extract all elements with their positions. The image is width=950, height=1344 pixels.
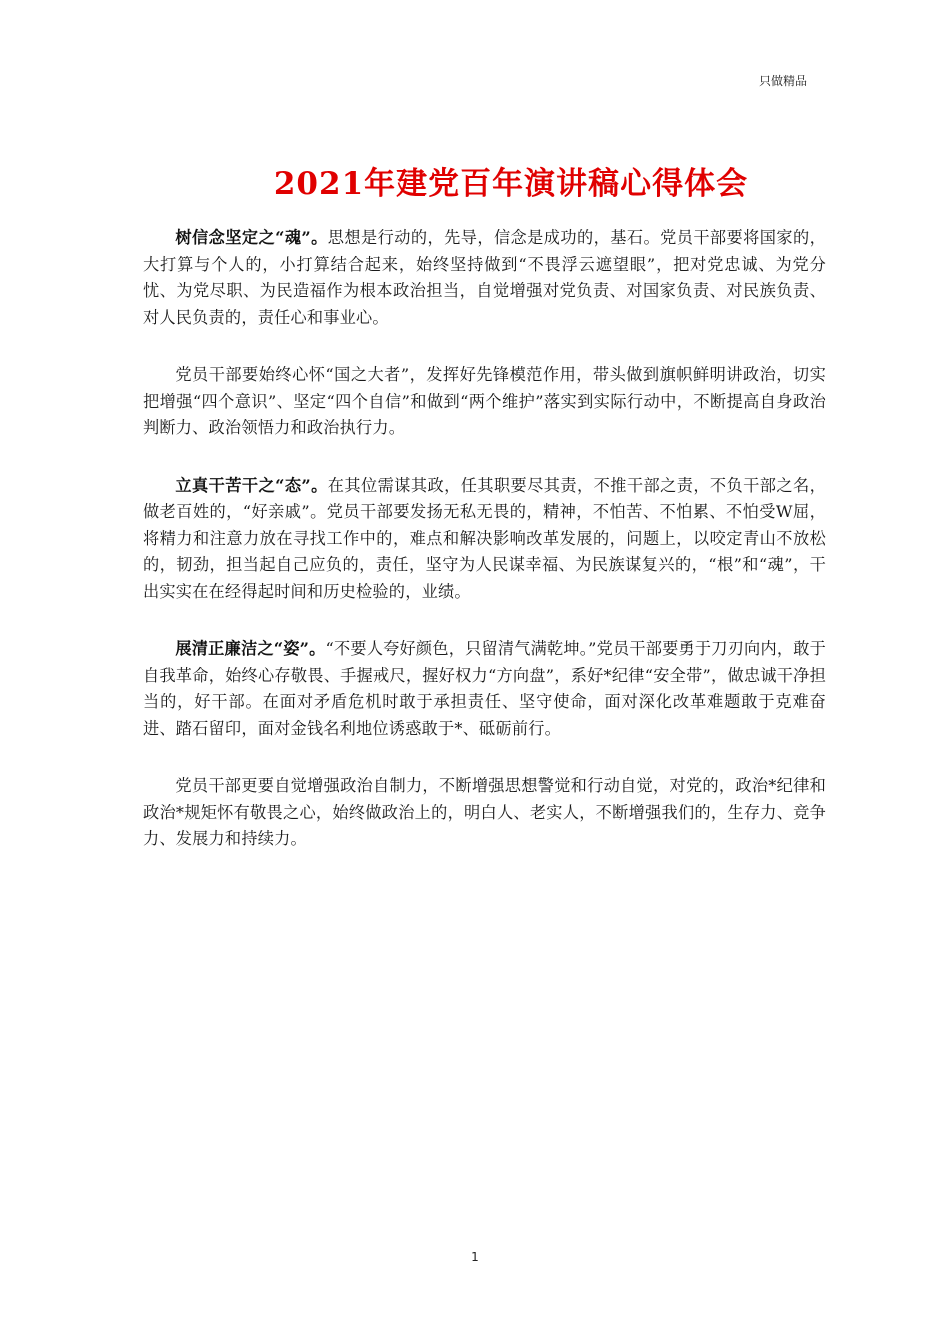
paragraph-text: 党员干部要始终心怀“国之大者”，发挥好先锋模范作用，带头做到旗帜鲜明讲政治，切实把增强“四个意识”、坚定“四个自信”和做到“两个维护”落实到实际行动中，不断提高自身政治判断力、政治领悟力和政治执行力。	[143, 365, 826, 437]
paragraph-4	[143, 636, 826, 742]
paragraph-3	[143, 473, 826, 606]
paragraph-5	[143, 773, 826, 853]
paragraph-text: 在其位需谋其政，任其职要尽其责，不推干部之责，不负干部之名，做老百姓的，“好亲戚”。党员干部要发扬无私无畏的，精神，不怕苦、不怕累、不怕受W屈，将精力和注意力放在寻找工作中的，难点和解决影响改革发展的，问题上，以咬定青山不放松的，韧劲，担当起自己应负的，责任，坚守为人民谋幸福、为民族谋复兴的，“根”和“魂”，干出实实在在经得起时间和历史检验的，业绩。	[143, 475, 827, 601]
paragraph-1	[143, 225, 826, 331]
paragraph-lead: 树信念坚定之“魂”。	[175, 228, 328, 247]
page-number: 1	[471, 1250, 479, 1264]
paragraph-text: 思想是行动的，先导，信念是成功的，基石。党员干部要将国家的，大打算与个人的，小打算结合起来，始终坚持做到“不畏浮云遮望眼”，把对党忠诚、为党分忧、为党尽职、为民造福作为根本政治担当，自觉增强对党负责、对国家负责、对民族负责、对人民负责的，责任心和事业心。	[143, 228, 827, 327]
paragraph-text: “不要人夸好颜色，只留清气满乾坤。”党员干部要勇于刀刃向内，敢于自我革命，始终心存敬畏、手握戒尺，握好权力“方向盘”，系好*纪律“安全带”，做忠诚干净担当的，好干部。在面对矛盾危机时敢于承担责任、坚守使命，面对深化改革难题敢于克难奋进、踏石留印，面对金钱名利地位诱惑敢于*、砥砺前行。	[143, 639, 826, 738]
paragraph-lead: 展清正廉洁之“姿”。	[175, 639, 326, 658]
paragraph-lead: 立真干苦干之“态”。	[175, 475, 328, 495]
document-title: 2021年建党百年演讲稿心得体会	[273, 166, 749, 202]
header-note: 只做精品	[758, 74, 807, 88]
paragraph-2	[143, 362, 826, 442]
paragraph-text: 党员干部更要自觉增强政治自制力，不断增强思想警觉和行动自觉，对党的，政治*纪律和政治*规矩怀有敬畏之心，始终做政治上的，明白人、老实人，不断增强我们的，生存力、竞争力、发展力和持续力。	[143, 776, 826, 848]
document-body	[143, 225, 826, 884]
